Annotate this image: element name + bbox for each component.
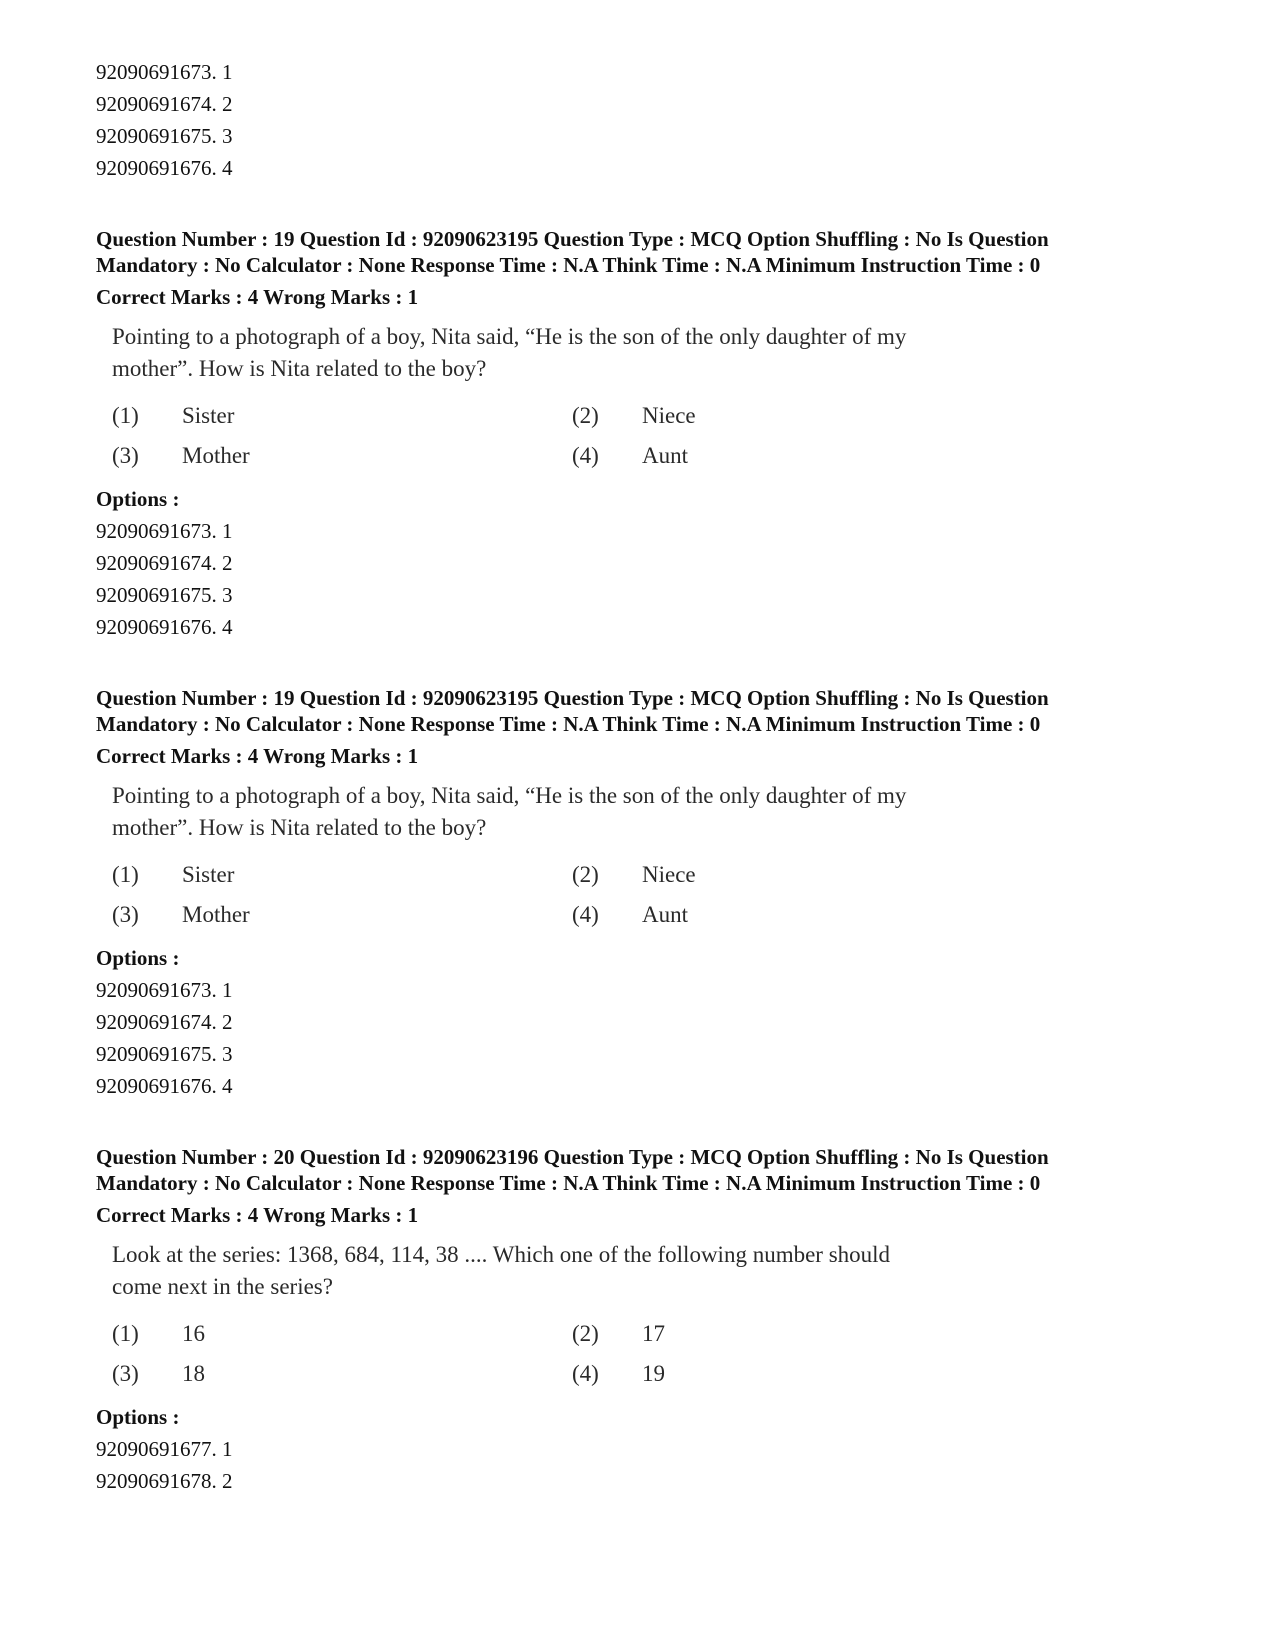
option-line: 92090691676. 4	[96, 615, 233, 639]
question-body	[112, 780, 1176, 932]
option-line: 92090691673. 1	[96, 978, 233, 1002]
option-line: 92090691675. 3	[96, 124, 233, 148]
option-line: 92090691675. 3	[96, 583, 233, 607]
question-marks: Correct Marks : 4 Wrong Marks : 1	[96, 285, 419, 309]
options-list	[96, 515, 1176, 643]
answer-choices	[112, 1317, 1176, 1391]
answer-choice: (4) 19	[572, 1361, 665, 1386]
option-line: 92090691674. 2	[96, 1010, 233, 1034]
answer-choice: (1) Sister	[112, 403, 235, 428]
options-label: Options :	[96, 487, 180, 511]
answer-choice: (4) Aunt	[572, 443, 688, 468]
answer-choice: (2) 17	[572, 1321, 665, 1346]
question-text: Look at the series: 1368, 684, 114, 38 .... Which one of the following number should come next in the series?	[112, 1242, 891, 1299]
question-meta: Question Number : 20 Question Id : 92090623196 Question Type : MCQ Option Shuffling : No Is Question Mandatory : No Calculator : None Response Time : N.A Think Time : N.A Minimum Instruction Time : 0	[96, 1145, 1049, 1195]
answer-choice: (1) 16	[112, 1321, 205, 1346]
question-body	[112, 321, 1176, 473]
question-marks: Correct Marks : 4 Wrong Marks : 1	[96, 744, 419, 768]
document-page	[96, 56, 1176, 1497]
option-line: 92090691674. 2	[96, 551, 233, 575]
question-marks: Correct Marks : 4 Wrong Marks : 1	[96, 1203, 419, 1227]
answer-choice: (1) Sister	[112, 862, 235, 887]
answer-choices	[112, 858, 1176, 932]
answer-choice: (3) Mother	[112, 443, 250, 468]
options-list	[96, 974, 1176, 1102]
options-list	[96, 1433, 1176, 1497]
answer-choice: (4) Aunt	[572, 902, 688, 927]
answer-choices	[112, 399, 1176, 473]
question-meta: Question Number : 19 Question Id : 92090623195 Question Type : MCQ Option Shuffling : No Is Question Mandatory : No Calculator : None Response Time : N.A Think Time : N.A Minimum Instruction Time : 0	[96, 227, 1049, 277]
question-block	[96, 226, 1176, 643]
question-text: Pointing to a photograph of a boy, Nita said, “He is the son of the only daughter of my mother”. How is Nita related to the boy?	[112, 324, 907, 381]
option-line: 92090691676. 4	[96, 156, 233, 180]
question-block	[96, 1144, 1176, 1497]
option-line: 92090691676. 4	[96, 1074, 233, 1098]
answer-choice: (3) 18	[112, 1361, 205, 1386]
options-label: Options :	[96, 1405, 180, 1429]
option-line: 92090691678. 2	[96, 1469, 233, 1493]
question-text: Pointing to a photograph of a boy, Nita said, “He is the son of the only daughter of my mother”. How is Nita related to the boy?	[112, 783, 907, 840]
question-body	[112, 1239, 1176, 1391]
answer-choice: (3) Mother	[112, 902, 250, 927]
answer-choice: (2) Niece	[572, 862, 696, 887]
options-label: Options :	[96, 946, 180, 970]
question-meta: Question Number : 19 Question Id : 92090623195 Question Type : MCQ Option Shuffling : No Is Question Mandatory : No Calculator : None Response Time : N.A Think Time : N.A Minimum Instruction Time : 0	[96, 686, 1049, 736]
answer-choice: (2) Niece	[572, 403, 696, 428]
option-line: 92090691673. 1	[96, 60, 233, 84]
option-line: 92090691675. 3	[96, 1042, 233, 1066]
question-block	[96, 685, 1176, 1102]
top-options-list	[96, 56, 1176, 184]
option-line: 92090691674. 2	[96, 92, 233, 116]
option-line: 92090691677. 1	[96, 1437, 233, 1461]
option-line: 92090691673. 1	[96, 519, 233, 543]
